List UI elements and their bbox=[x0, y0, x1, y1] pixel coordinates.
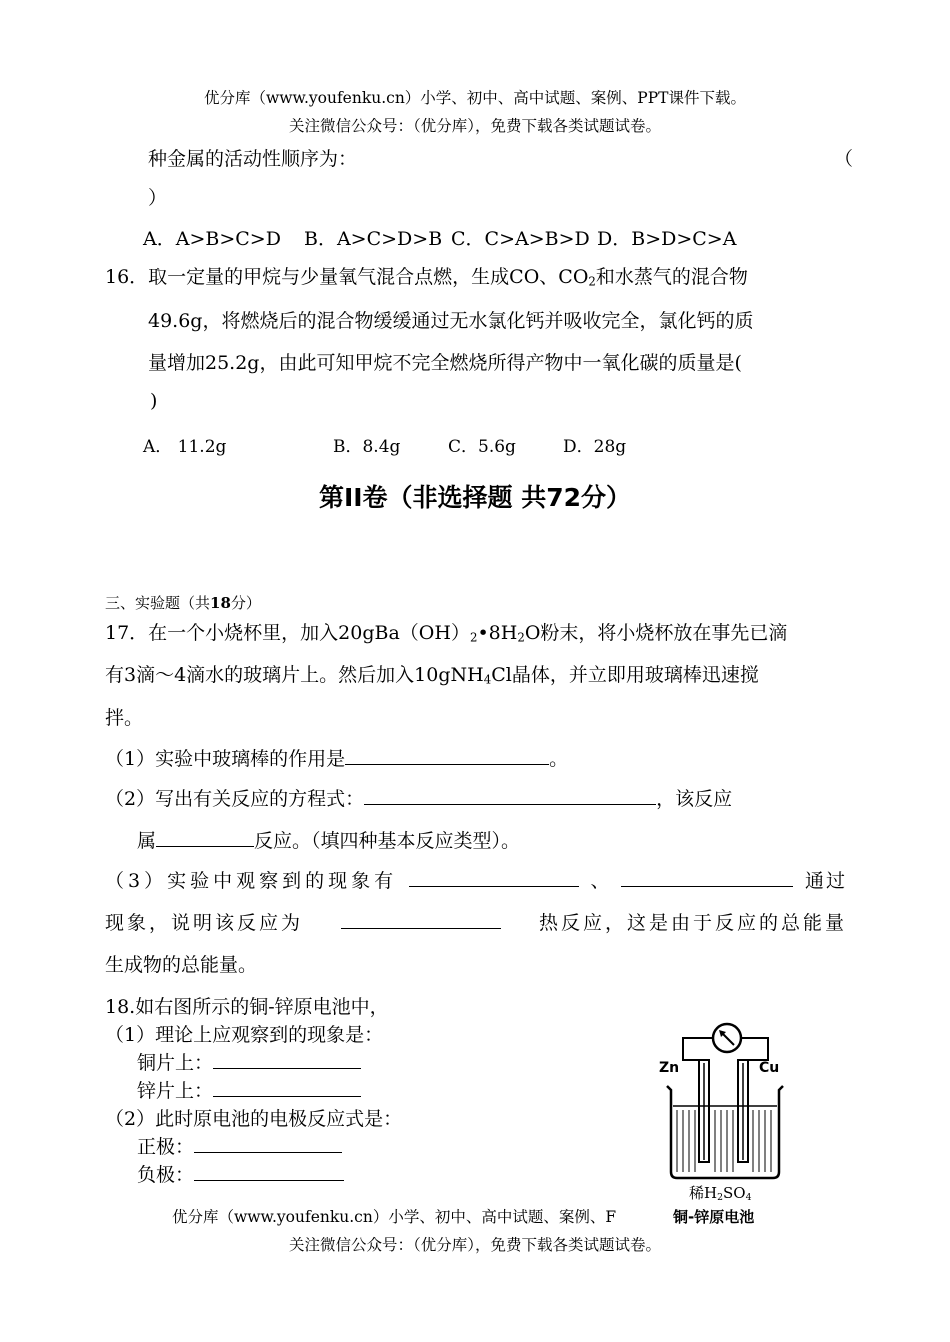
q17-p3-blank-1[interactable] bbox=[409, 866, 579, 887]
q18-line-1: 18.如右图所示的铜-锌原电池中， bbox=[105, 996, 389, 1018]
q18-negative-blank[interactable] bbox=[194, 1160, 344, 1181]
solution-hatching bbox=[677, 1110, 771, 1172]
q17-p3-blank-3[interactable] bbox=[341, 908, 501, 929]
q16-sub-2: 2 bbox=[588, 274, 596, 289]
q16-line-1b: 和水蒸气的混合物 bbox=[595, 266, 748, 288]
q18-negative-label: 负极： bbox=[137, 1164, 195, 1186]
footer-line-2: 关注微信公众号：（优分库），免费下载各类试题试卷。 bbox=[288, 1236, 661, 1254]
q18-negative-line bbox=[137, 1160, 344, 1187]
q18-part-2: （2）此时原电池的电极反应式是： bbox=[105, 1108, 403, 1130]
q16-line-1a: 16．取一定量的甲烷与少量氧气混合点燃，生成CO、CO bbox=[105, 266, 589, 288]
solution-sub-1: 2 bbox=[717, 1191, 724, 1203]
q17-p2-equation-blank[interactable] bbox=[364, 784, 656, 805]
q15-text: 种金属的活动性顺序为： bbox=[148, 148, 358, 170]
q16-line-1 bbox=[105, 262, 748, 289]
q17-p1-blank[interactable] bbox=[345, 744, 549, 765]
q18-copper-blank[interactable] bbox=[213, 1048, 361, 1069]
q15-option-b: B．A>C>D>B bbox=[304, 228, 443, 250]
section3-heading bbox=[105, 592, 261, 613]
q17-line-1 bbox=[105, 618, 787, 645]
q17-part-1 bbox=[105, 744, 568, 771]
q17-p1-label: （1）实验中玻璃棒的作用是 bbox=[105, 748, 346, 770]
q18-part-1: （1）理论上应观察到的现象是： bbox=[105, 1024, 384, 1046]
footer-line-1: 优分库（www.youfenku.cn）小学、初中、高中试题、案例、F bbox=[172, 1208, 617, 1226]
q17-part-3-line-2 bbox=[105, 908, 847, 935]
solution-b: SO bbox=[723, 1184, 746, 1202]
section-title: 第II卷（非选择题 共72分） bbox=[318, 483, 632, 512]
q16-line-3: 量增加25.2g，由此可知甲烷不完全燃烧所得产物中一氧化碳的质量是( bbox=[148, 352, 742, 374]
section3-prefix: 三、实验题（共 bbox=[105, 594, 211, 612]
q17-line-2 bbox=[105, 660, 759, 687]
q17-p2-note: 反应。（填四种基本反应类型）。 bbox=[254, 830, 521, 852]
q17-part-2 bbox=[105, 784, 732, 811]
solution-label bbox=[689, 1182, 752, 1203]
q17-p2-label: （2）写出有关反应的方程式： bbox=[105, 788, 365, 810]
beaker bbox=[667, 1086, 783, 1178]
q16-option-a: A． 11.2g bbox=[143, 437, 227, 457]
q18-zinc-blank[interactable] bbox=[213, 1076, 361, 1097]
header-line-2: 关注微信公众号：（优分库），免费下载各类试题试卷。 bbox=[288, 117, 661, 135]
q17-p3-blank-2[interactable] bbox=[621, 866, 793, 887]
q15-option-c: C．C>A>B>D bbox=[451, 228, 590, 250]
q15-option-d: D．B>D>C>A bbox=[597, 228, 737, 250]
q17-p3-phenomenon: 现象，说明该反应为 bbox=[105, 912, 304, 934]
q18-positive-line bbox=[137, 1132, 342, 1159]
q17-p2-shu: 属 bbox=[137, 830, 157, 852]
q18-positive-label: 正极： bbox=[137, 1136, 195, 1158]
section3-suffix: 分） bbox=[230, 594, 261, 612]
q18-copper-line bbox=[137, 1048, 361, 1075]
cu-label: Cu bbox=[759, 1060, 780, 1076]
q17-part-3-line-1 bbox=[105, 866, 847, 893]
q17-p3-end: 生成物的总能量。 bbox=[105, 954, 258, 976]
q17-line-1c: O粉末，将小烧杯放在事先已滴 bbox=[524, 622, 788, 644]
q17-line-3: 拌。 bbox=[105, 707, 144, 729]
q17-p1-end: 。 bbox=[549, 748, 569, 770]
q16-line-4: ) bbox=[150, 390, 158, 412]
q18-zinc-line bbox=[137, 1076, 361, 1103]
q16-option-d: D．28g bbox=[563, 437, 627, 457]
q17-p3-sep: 、 bbox=[590, 870, 610, 892]
q17-line-2a: 有3滴～4滴水的玻璃片上。然后加入10gNH bbox=[105, 664, 484, 686]
q17-sub-2: 2 bbox=[469, 630, 478, 645]
q18-copper-label: 铜片上： bbox=[137, 1052, 214, 1074]
galvanic-cell-figure bbox=[655, 1010, 805, 1230]
solution-a: 稀H bbox=[689, 1184, 718, 1202]
figure-caption: 铜-锌原电池 bbox=[673, 1208, 755, 1226]
q18-positive-blank[interactable] bbox=[194, 1132, 342, 1153]
q15-option-a: A．A>B>C>D bbox=[143, 228, 281, 250]
q17-line-1a: 17．在一个小烧杯里，加入20gBa（OH） bbox=[105, 622, 470, 644]
q17-part-2-cont bbox=[137, 826, 520, 853]
header-line-1: 优分库（www.youfenku.cn）小学、初中、高中试题、案例、PPT课件下载。 bbox=[203, 89, 747, 107]
q17-p3-label: （3）实验中观察到的现象有 bbox=[105, 870, 398, 892]
q17-line-1b: •8H bbox=[477, 622, 518, 644]
q16-line-2: 49.6g，将燃烧后的混合物缓缓通过无水氯化钙并吸收完全，氯化钙的质 bbox=[148, 310, 754, 332]
q18-zinc-label: 锌片上： bbox=[137, 1080, 214, 1102]
q16-option-c: C．5.6g bbox=[448, 437, 516, 457]
q15-open-paren: （ bbox=[834, 148, 854, 170]
q17-p3-reason: 热反应，这是由于反应的总能量 bbox=[538, 912, 847, 934]
q17-sub-4: 4 bbox=[483, 672, 492, 687]
q16-option-b: B．8.4g bbox=[333, 437, 401, 457]
q15-close-paren: ） bbox=[148, 187, 168, 209]
q17-p3-through: 通过 bbox=[804, 870, 847, 892]
q17-p2-type-blank[interactable] bbox=[156, 826, 254, 847]
q17-sub-h: 2 bbox=[517, 630, 525, 645]
zn-label: Zn bbox=[659, 1060, 680, 1076]
section3-points: 18 bbox=[210, 594, 231, 612]
solution-sub-2: 4 bbox=[745, 1191, 752, 1203]
q17-line-2b: Cl晶体，并立即用玻璃棒迅速搅 bbox=[491, 664, 759, 686]
q17-p2-tail: ，该反应 bbox=[656, 788, 733, 810]
